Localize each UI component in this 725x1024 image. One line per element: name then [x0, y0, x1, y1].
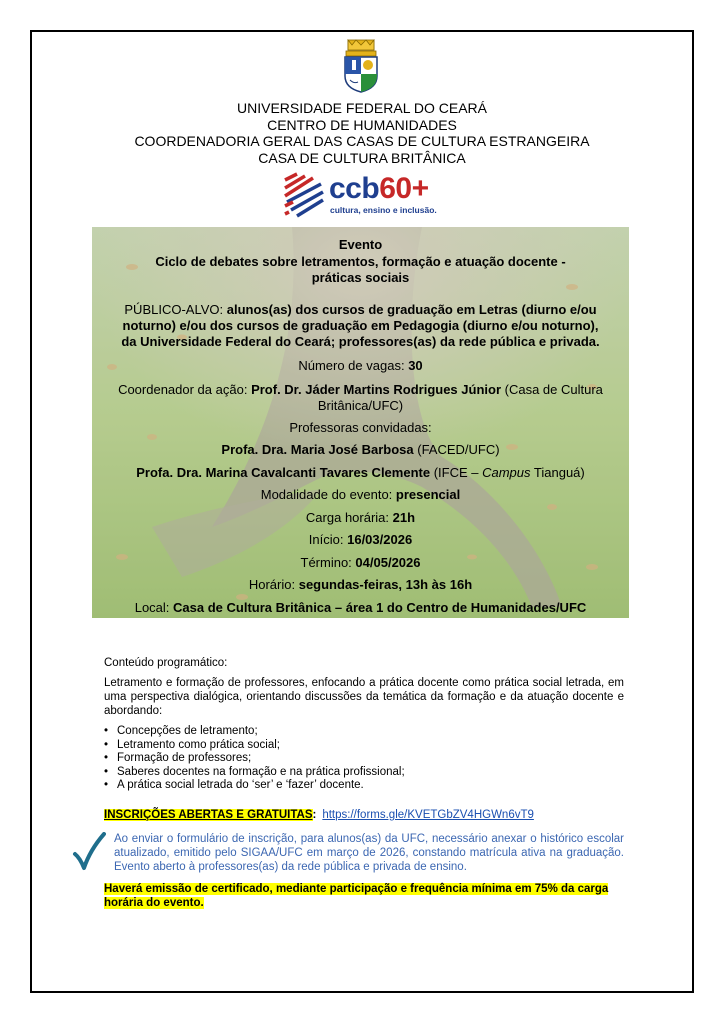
programa-title: Conteúdo programático: [104, 657, 228, 669]
publico-text-2: noturno) e/ou dos cursos de graduação em Pedagogia (diurno e/ou noturno), [122, 318, 599, 333]
inscricoes-form-link[interactable]: https://forms.gle/KVETGbZV4HGWn6vT9 [322, 809, 534, 821]
modalidade-value: presencial [395, 487, 461, 502]
professora-2-affiliation-a: (IFCE – [433, 465, 483, 480]
programa-topics-list [104, 725, 624, 793]
ccb-wordmark [329, 172, 429, 206]
local-value: Casa de Cultura Britânica – área 1 do Centro de Humanidades/UFC [173, 600, 587, 615]
inscricoes-label: INSCRIÇÕES ABERTAS E GRATUITAS [104, 809, 313, 821]
vagas-line [92, 358, 629, 374]
ccb-tagline: cultura, ensino e inclusão. [330, 205, 437, 215]
list-item: • Formação de professores; [104, 752, 624, 766]
institution-header [40, 100, 684, 166]
inscricoes-line [104, 809, 534, 821]
vagas-label: Número de vagas: [298, 358, 405, 373]
publico-text-1: alunos(as) dos cursos de graduação em Letras (diurno e/ou [226, 302, 597, 317]
publico-label: PÚBLICO-ALVO: [124, 302, 224, 317]
publico-line-1 [92, 302, 629, 318]
termino-value: 04/05/2026 [355, 555, 421, 570]
event-title-line-2: práticas sociais [311, 270, 410, 285]
professora-1-name: Profa. Dra. Maria José Barbosa [221, 442, 414, 457]
vagas-value: 30 [408, 358, 423, 373]
inicio-label: Início: [308, 532, 344, 547]
list-item: • A prática social letrada do ‘ser’ e ‘fazer’ docente. [104, 779, 624, 793]
list-item: • Concepções de letramento; [104, 725, 624, 739]
ccb-wordmark-number: 60+ [379, 172, 429, 205]
header-line-coordenadoria: COORDENADORIA GERAL DAS CASAS DE CULTURA ESTRANGEIRA [134, 133, 590, 149]
event-title-line-1: Ciclo de debates sobre letramentos, formação e atuação docente - [155, 254, 566, 269]
carga-value: 21h [392, 510, 416, 525]
termino-label: Término: [300, 555, 352, 570]
professora-2-name: Profa. Dra. Marina Cavalcanti Tavares Clemente [136, 465, 431, 480]
professora-2-affiliation-campus: Campus [482, 465, 531, 480]
professora-2-affiliation-b: Tianguá) [530, 465, 585, 480]
checkmark-icon [72, 832, 106, 872]
modalidade-line [92, 487, 629, 503]
horario-label: Horário: [248, 577, 296, 592]
coordenador-label: Coordenador da ação: [118, 382, 248, 397]
publico-text-3: da Universidade Federal do Ceará; professores(as) da rede pública e privada. [121, 334, 600, 349]
convidadas-label: Professoras convidadas: [289, 420, 432, 435]
header-line-university: UNIVERSIDADE FEDERAL DO CEARÁ [237, 100, 487, 116]
university-crest-icon [340, 38, 382, 94]
professora-1 [92, 442, 629, 458]
list-item: • Letramento como prática social; [104, 739, 624, 753]
termino-line [92, 555, 629, 571]
coordenador-name: Prof. Dr. Jáder Martins Rodrigues Júnior [251, 382, 502, 397]
inscricoes-colon: : [312, 809, 317, 821]
header-line-casa: CASA DE CULTURA BRITÂNICA [258, 149, 466, 166]
certificado-text: Haverá emissão de certificado, mediante participação e frequência mínima em 75% da carga horária do evento. [104, 883, 609, 909]
coordenador-line-1 [92, 382, 629, 398]
modalidade-label: Modalidade do evento: [260, 487, 393, 502]
coordenador-affiliation-1: (Casa de Cultura [504, 382, 603, 397]
coordenador-affiliation-2: Britânica/UFC) [317, 398, 404, 413]
professora-2 [92, 465, 629, 481]
carga-line [92, 510, 629, 526]
ccb-logo-icon [283, 172, 325, 218]
certificado-notice [104, 882, 624, 910]
local-line [92, 600, 629, 616]
event-info-panel [92, 227, 629, 618]
programa-text: Letramento e formação de professores, enfocando a prática docente como prática social letrada, em uma perspectiva dialógica, orientando discussões da temática da formação e da atuação docente e abordando: [104, 677, 624, 717]
ccb60-logo [283, 172, 453, 220]
list-item: • Saberes docentes na formação e na prática profissional; [104, 766, 624, 780]
local-label: Local: [134, 600, 170, 615]
event-kind: Evento [338, 237, 383, 252]
inicio-line [92, 532, 629, 548]
inicio-value: 16/03/2026 [347, 532, 413, 547]
carga-label: Carga horária: [305, 510, 390, 525]
inscricoes-note: Ao enviar o formulário de inscrição, para alunos(as) da UFC, necessário anexar o histórico escolar atualizado, emitido pelo SIGAA/UFC em março de 2026, constando matrícula ativa na graduação. Evento aberto à professores(as) da rede pública e privada de ensino. [114, 833, 624, 873]
horario-line [92, 577, 629, 593]
publico-line-2 [92, 318, 629, 334]
publico-line-3 [92, 334, 629, 350]
header-line-center: CENTRO DE HUMANIDADES [267, 116, 457, 133]
horario-value: segundas-feiras, 13h às 16h [298, 577, 473, 592]
professora-1-affiliation: (FACED/UFC) [417, 442, 500, 457]
coordenador-line-2 [92, 398, 629, 414]
ccb-wordmark-prefix: ccb [329, 172, 380, 205]
